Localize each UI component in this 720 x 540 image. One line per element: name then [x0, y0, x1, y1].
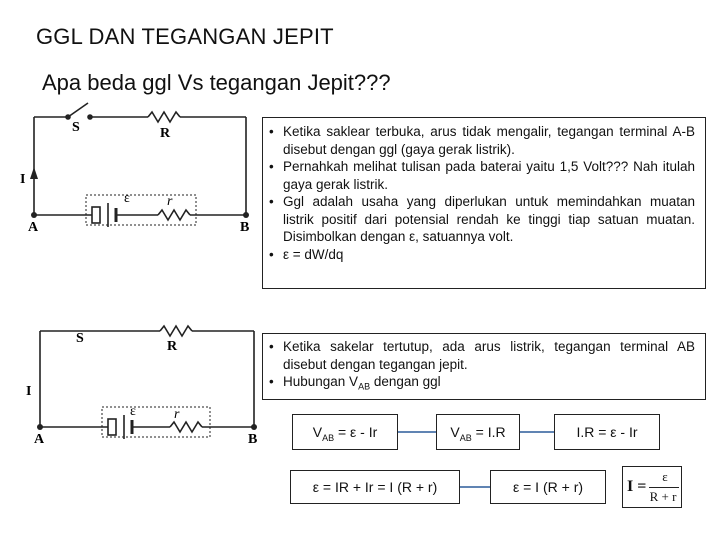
resistor-label: R [167, 339, 178, 354]
internal-resistance-label: r [167, 194, 173, 209]
node-a-label: A [34, 432, 45, 447]
slide-title: GGL DAN TEGANGAN JEPIT [36, 24, 334, 49]
resistor-label: R [160, 126, 171, 141]
bullet-item: • ε = dW/dq [263, 246, 695, 264]
formula-current-fraction [622, 466, 682, 508]
bullet-text: dengan ggl [370, 374, 441, 389]
fraction-denominator: R + r [649, 489, 677, 504]
formula-vab-ir [436, 414, 520, 450]
formula-emf-expanded [290, 470, 460, 504]
node-b-label: B [248, 432, 258, 447]
formula-ir-emf [554, 414, 660, 450]
fraction-numerator: ε [662, 469, 668, 484]
formula-text: ε = I (R + r) [512, 479, 584, 495]
switch-label: S [76, 331, 84, 346]
bullet-item: • Ggl adalah usaha yang diperlukan untuk memindahkan muatan listrik positif dari potensial rendah ke tinggi tiap satuan muatan. Disimbolkan dengan ε, satuannya volt. [263, 193, 695, 246]
switch-label: S [72, 120, 80, 135]
internal-resistance-label: r [174, 407, 180, 422]
formula-text: I.R = ε - Ir [576, 424, 638, 440]
formula-text: ε = IR + Ir = I (R + r) [312, 479, 438, 495]
formula-text: = ε - Ir [334, 424, 378, 440]
node-b-label: B [240, 220, 250, 235]
emf-label: ε [124, 191, 130, 206]
formula-text: = I.R [471, 424, 506, 440]
current-label: I [20, 172, 26, 187]
formula-text: V [450, 424, 460, 440]
bullet-item: • Ketika saklear terbuka, arus tidak mengalir, tegangan terminal A-B disebut dengan ggl (gaya gerak listrik). [263, 123, 695, 158]
subscript: AB [358, 381, 371, 392]
emf-label: ε [130, 404, 136, 419]
subscript: AB [322, 432, 335, 443]
subscript: AB [459, 432, 472, 443]
formula-text: V [312, 424, 323, 440]
bullet-item: • Ketika sakelar tertutup, ada arus listrik, tegangan terminal AB disebut dengan tegangan jepit. [263, 338, 695, 373]
slide-subtitle: Apa beda ggl Vs tegangan Jepit??? [42, 70, 391, 95]
node-a-label: A [28, 220, 39, 235]
fraction-lhs: I = [627, 478, 647, 495]
fraction-bar [649, 487, 679, 488]
formula-vab-emf [292, 414, 398, 450]
bullet-text: Hubungan V [283, 374, 359, 389]
formula-emf-compact [490, 470, 606, 504]
bullet-item: • Pernahkah melihat tulisan pada baterai yaitu 1,5 Volt??? Nah itulah gaya gerak listrik. [263, 158, 695, 193]
current-label: I [26, 384, 32, 399]
